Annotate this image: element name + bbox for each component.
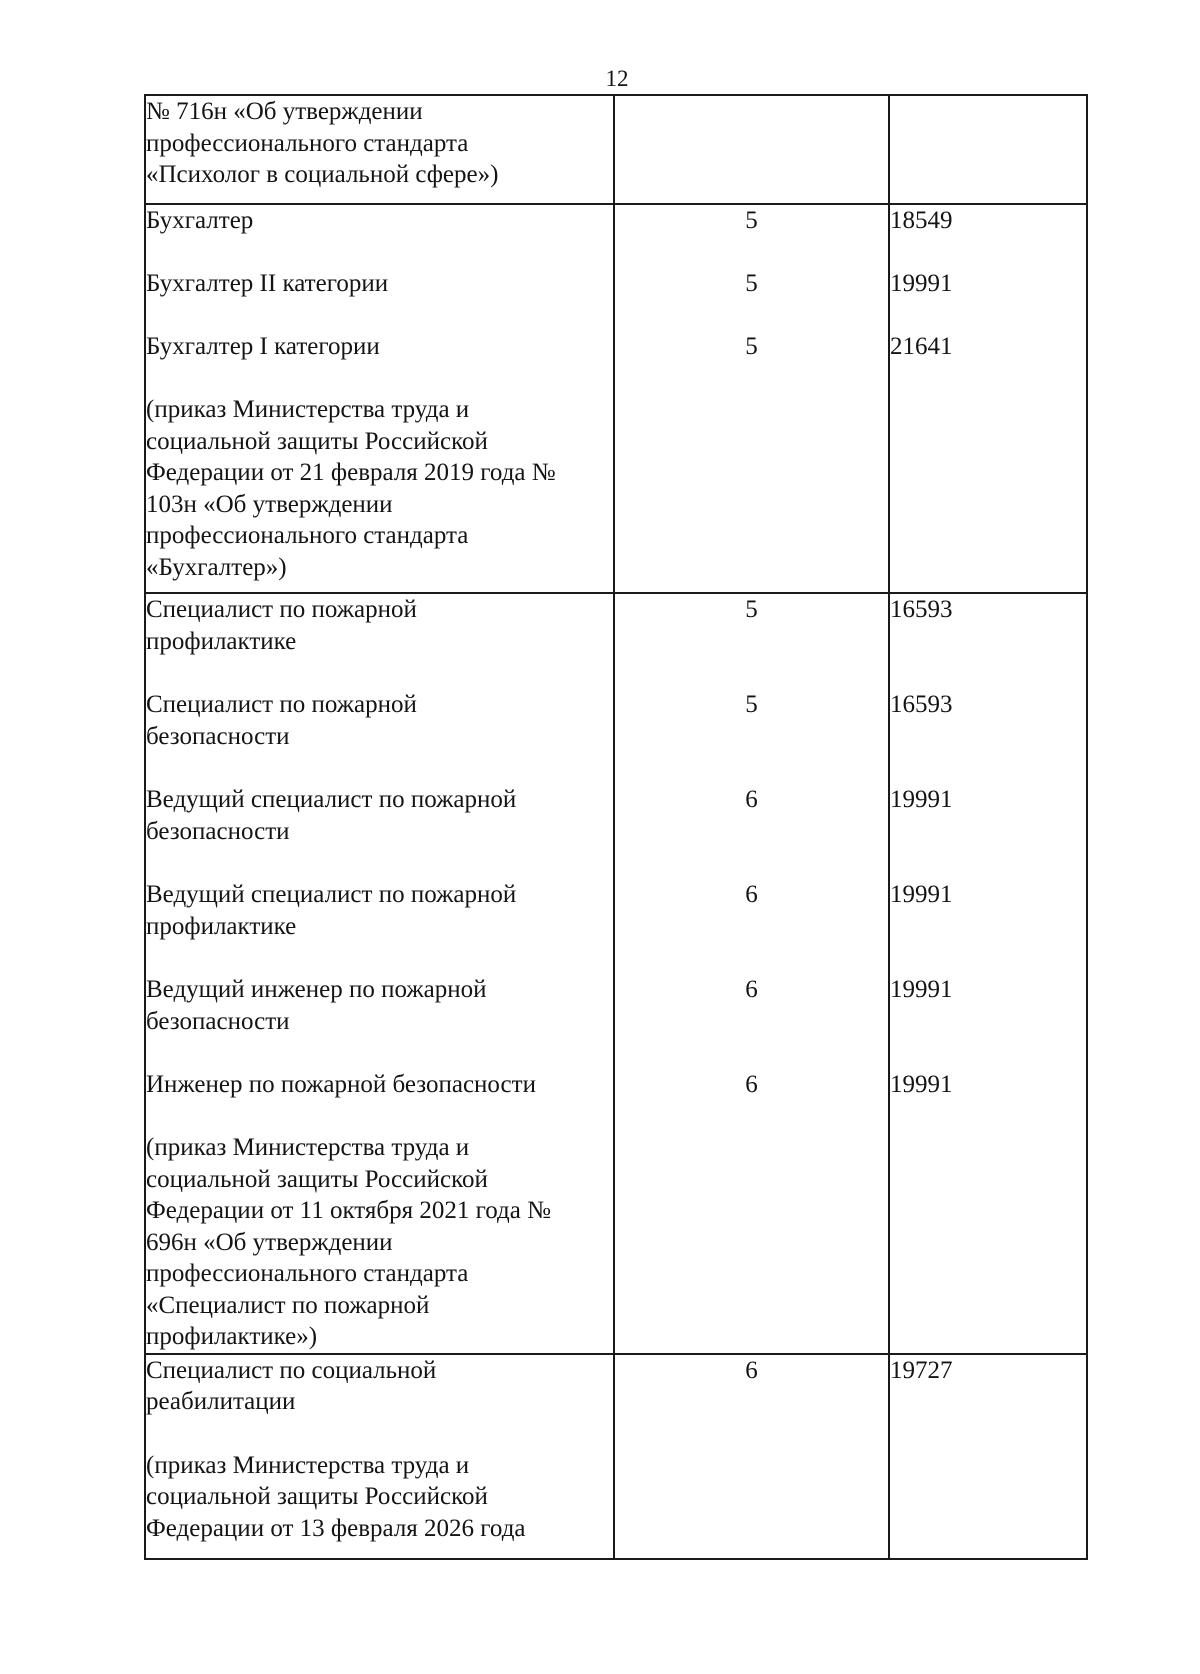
salary-value: 16593 [890,691,953,718]
qualification-level: 6 [745,1071,758,1098]
position-title: Инженер по пожарной безопасности [146,1071,536,1098]
order-reference: (приказ Министерства труда и социальной защиты Российской Федерации от 11 октября 2021 года № 696н «Об утверждении профессионального стандарта «Специалист по пожарной профилактике») [146,1134,551,1350]
table-row [145,1354,1087,1559]
salary-value: 19991 [890,881,953,908]
level-cell [614,1354,889,1559]
position-title: Бухгалтер [146,207,254,234]
qualification-level: 6 [745,976,758,1003]
table-row [145,593,1087,1354]
salary-value: 21641 [890,333,953,360]
order-continuation: № 716н «Об утверждении профессионального стандарта «Психолог в социальной сфере») [146,98,499,188]
position-title: Бухгалтер II категории [146,270,389,297]
table-row [145,204,1087,593]
salary-value: 16593 [890,596,953,623]
qualification-level: 5 [745,207,758,234]
level-cell [614,593,889,1354]
page-number: 12 [605,66,629,91]
order-reference: (приказ Министерства труда и социальной защиты Российской Федерации от 21 февраля 2019 года № 103н «Об утверждении профессионального стандарта «Бухгалтер») [146,396,556,581]
qualification-level: 6 [745,786,758,813]
qualification-level: 5 [745,691,758,718]
salary-cell [889,95,1087,204]
position-title: Ведущий инженер по пожарной безопасности [146,976,487,1035]
qualification-level: 5 [745,333,758,360]
level-cell [614,204,889,593]
table-row [145,95,1087,204]
qualification-level: 5 [745,270,758,297]
position-cell [145,95,614,204]
position-title: Бухгалтер I категории [146,333,380,360]
position-title: Специалист по пожарной профилактике [146,596,417,655]
salary-value: 19991 [890,786,953,813]
position-title: Ведущий специалист по пожарной безопасности [146,786,517,845]
position-cell [145,1354,614,1559]
position-cell [145,593,614,1354]
position-title: Специалист по социальной реабилитации [146,1356,437,1415]
salary-value: 19991 [890,1071,953,1098]
qualification-level: 5 [745,596,758,623]
salary-value: 19991 [890,976,953,1003]
salary-value: 18549 [890,207,953,234]
salary-table [144,94,1088,1560]
qualification-level: 6 [745,881,758,908]
salary-cell [889,593,1087,1354]
qualification-level: 6 [745,1356,758,1384]
salary-value: 19991 [890,270,953,297]
salary-cell [889,1354,1087,1559]
salary-value: 19727 [890,1356,953,1384]
position-cell [145,204,614,593]
position-title: Ведущий специалист по пожарной профилактике [146,881,517,940]
level-cell [614,95,889,204]
order-reference: (приказ Министерства труда и социальной защиты Российской Федерации от 13 февраля 2026 года [146,1451,526,1542]
salary-cell [889,204,1087,593]
position-title: Специалист по пожарной безопасности [146,691,417,750]
